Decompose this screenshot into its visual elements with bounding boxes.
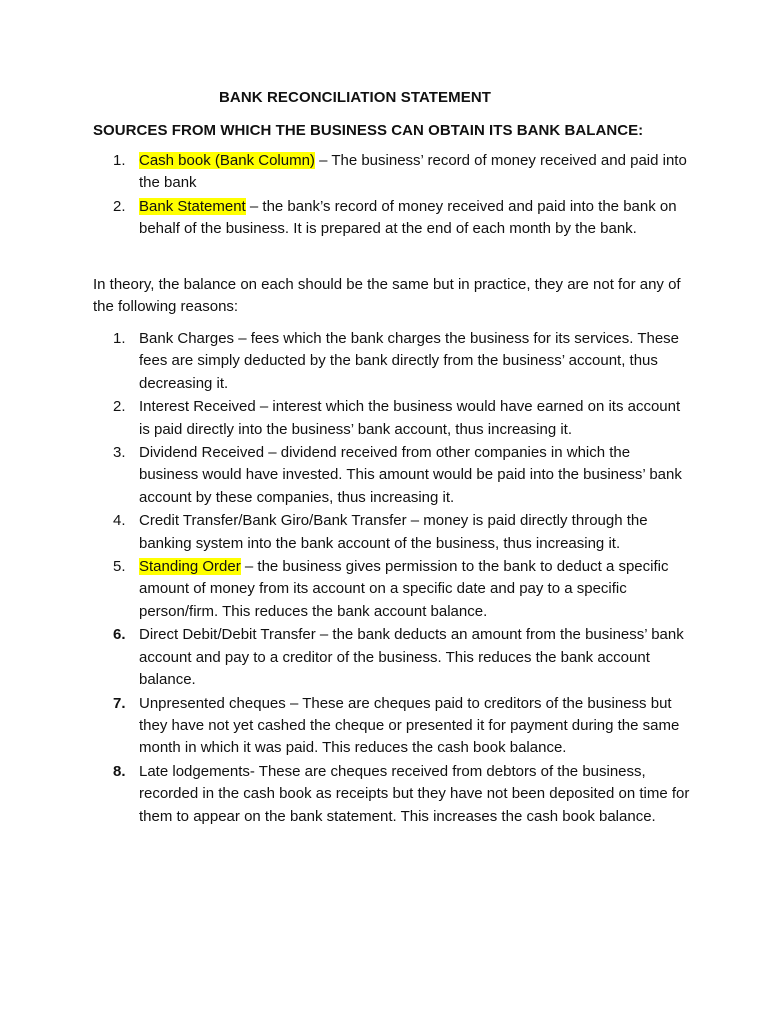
- list-number: 1.: [113, 152, 126, 169]
- highlighted-term: Bank Statement: [139, 197, 246, 215]
- list-item: [93, 396, 693, 441]
- intro-paragraph: In theory, the balance on each should be the same but in practice, they are not for any of the following reasons:: [93, 276, 681, 316]
- item-term: Unpresented cheques: [139, 694, 286, 712]
- sources-list: [93, 150, 693, 242]
- item-term: Direct Debit/Debit Transfer: [139, 626, 316, 644]
- list-number: 6.: [113, 626, 126, 644]
- list-item: [93, 150, 693, 195]
- list-number: 3.: [113, 444, 126, 462]
- item-term: Late lodgements-: [139, 762, 255, 780]
- list-item: [93, 693, 693, 760]
- list-item: [93, 510, 693, 555]
- list-number: 2.: [113, 197, 126, 215]
- list-number: 1.: [113, 330, 126, 347]
- item-text: – These are cheques paid to creditors of the business but they have not yet cashed the cheque or presented it for payment during the same month in which it was paid. This reduces the cash book balance.: [139, 694, 680, 757]
- item-term: Credit Transfer/Bank Giro/Bank Transfer: [139, 512, 407, 530]
- reasons-list: [93, 328, 693, 829]
- list-item: [93, 761, 693, 828]
- item-text: – the bank deducts an amount from the business’ bank account and pay to a creditor of the business. This reduces the bank account balance.: [139, 626, 684, 689]
- list-number: 4.: [113, 512, 126, 530]
- document-title: BANK RECONCILIATION STATEMENT: [219, 89, 492, 106]
- list-item: [93, 442, 693, 509]
- list-item: [93, 556, 693, 623]
- list-item: [93, 624, 693, 691]
- item-term: Bank Charges: [139, 330, 235, 347]
- item-text: – the bank’s record of money received and paid into the bank on behalf of the business. It is prepared at the end of each month by the bank.: [139, 197, 677, 238]
- list-number: 2.: [113, 398, 126, 416]
- item-term: Interest Received: [139, 398, 256, 416]
- list-item: [93, 328, 693, 395]
- item-text: – interest which the business would have earned on its account is paid directly into the business’ bank account, thus increasing it.: [139, 398, 681, 438]
- highlighted-term: Cash book (Bank Column): [139, 152, 315, 169]
- list-number: 8.: [113, 762, 126, 780]
- item-text: – dividend received from other companies in which the business would have invested. This amount would be paid into the business’ bank account by these companies, thus increasing it.: [139, 444, 682, 506]
- list-number: 7.: [113, 694, 126, 712]
- item-text: – the business gives permission to the bank to deduct a specific amount of money from its account on a specific date and pay to a specific person/firm. This reduces the bank account balance.: [139, 558, 669, 620]
- list-number: 5.: [113, 558, 126, 576]
- item-term: Dividend Received: [139, 444, 265, 462]
- item-text: – money is paid directly through the banking system into the bank account of the business, thus increasing it.: [139, 512, 648, 552]
- section-heading: SOURCES FROM WHICH THE BUSINESS CAN OBTAIN ITS BANK BALANCE:: [93, 122, 644, 139]
- list-item: [93, 196, 693, 241]
- item-text: These are cheques received from debtors of the business, recorded in the cash book as receipts but they have not been deposited on time for them to appear on the bank statement. This increases the cash book balance.: [139, 762, 690, 825]
- highlighted-term: Standing Order: [139, 558, 241, 576]
- item-text: – The business’ record of money received and paid into the bank: [139, 152, 687, 192]
- item-text: – fees which the bank charges the business for its services. These fees are simply deducted by the bank directly from the business’ account, thus decreasing it.: [139, 330, 680, 392]
